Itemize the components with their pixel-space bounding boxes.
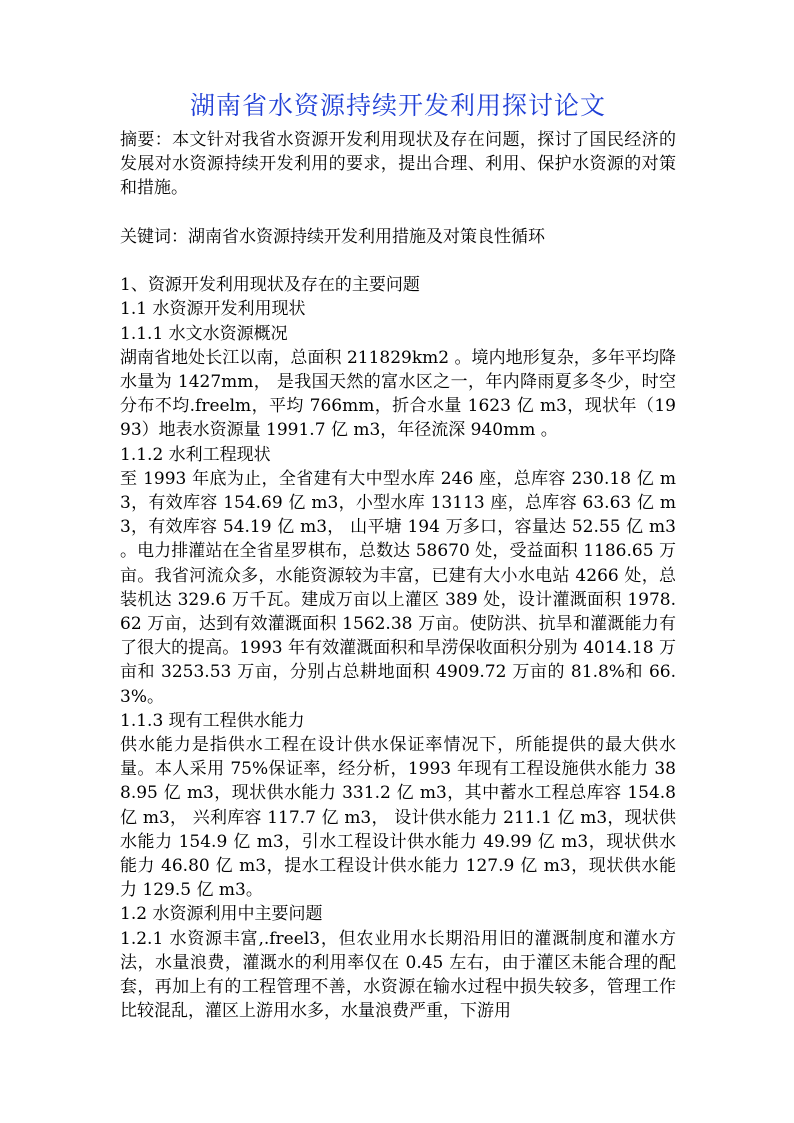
document-title: 湖南省水资源持续开发利用探讨论文 <box>189 91 606 120</box>
section-heading-1-1-1: 1.1.1 水文水资源概况 <box>120 323 288 344</box>
abstract-paragraph: 摘要：本文针对我省水资源开发利用现状及存在问题，探讨了国民经济的发展对水资源持续开发利用的要求，提出合理、利用、保护水资源的对策和措施。 <box>120 130 676 199</box>
section-heading-1-1: 1.1 水资源开发利用现状 <box>120 299 306 320</box>
section-heading-1-1-2: 1.1.2 水利工程现状 <box>120 444 271 465</box>
paragraph-main-problems: 1.2.1 水资源丰富,.freel3，但农业用水长期沿用旧的灌溉制度和灌水方法，水量浪费，灌溉水的利用率仅在 0.45 左右，由于灌区未能合理的配套，再加上有的工程管理不善，水资源在输水过程中损失较多，管理工作比较混乱，灌区上游用水多，水量浪费严重，下游用 <box>120 928 676 1022</box>
paragraph-water-projects: 至 1993 年底为止，全省建有大中型水库 246 座，总库容 230.18 亿 m3，有效库容 154.69 亿 m3，小型水库 13113 座，总库容 63.63 亿 m3，有效库容 54.19 亿 m3， 山平塘 194 万多口，容量达 52.55 亿 m3 。电力排灌站在全省星罗棋布，总数达 58670 处，受益面积 1186.65 万亩。我省河流众多，水能资源较为丰富，已建有大小水电站 4266 处，总装机达 329.6 万千瓦。建成万亩以上灌区 389 处，设计灌溉面积 1978.62 万亩，达到有效灌溉面积 1562.38 万亩。使防洪、抗旱和灌溉能力有了很大的提高。1993 年有效灌溉面积和旱涝保收面积分别为 4014.18 万亩和 3253.53 万亩，分别占总耕地面积 4909.72 万亩的 81.8%和 66.3%。 <box>120 468 676 707</box>
blank-line <box>120 201 676 225</box>
section-heading-1-2: 1.2 水资源利用中主要问题 <box>120 904 323 925</box>
blank-line <box>120 249 676 273</box>
section-heading-1-1-3: 1.1.3 现有工程供水能力 <box>120 710 305 731</box>
section-heading-1: 1、资源开发利用现状及存在的主要问题 <box>120 275 420 296</box>
keywords-paragraph: 关键词：湖南省水资源持续开发利用措施及对策良性循环 <box>120 226 545 247</box>
paragraph-hydrology: 湖南省地处长江以南，总面积 211829km2 。境内地形复杂，多年平均降水量为 1427mm， 是我国天然的富水区之一，年内降雨夏多冬少，时空分布不均.freelm，平均 766mm，折合水量 1623 亿 m3，现状年（1993）地表水资源量 1991.7 亿 m3，年径流深 940mm 。 <box>120 347 676 441</box>
document-page <box>120 86 676 1023</box>
paragraph-supply-capacity: 供水能力是指供水工程在设计供水保证率情况下，所能提供的最大供水量。本人采用 75%保证率，经分析，1993 年现有工程设施供水能力 388.95 亿 m3，现状供水能力 331.2 亿 m3，其中蓄水工程总库容 154.8 亿 m3， 兴利库容 117.7 亿 m3， 设计供水能力 211.1 亿 m3，现状供水能力 154.9 亿 m3，引水工程设计供水能力 49.99 亿 m3，现状供水能力 46.80 亿 m3，提水工程设计供水能力 127.9 亿 m3，现状供水能力 129.5 亿 m3。 <box>120 735 676 901</box>
